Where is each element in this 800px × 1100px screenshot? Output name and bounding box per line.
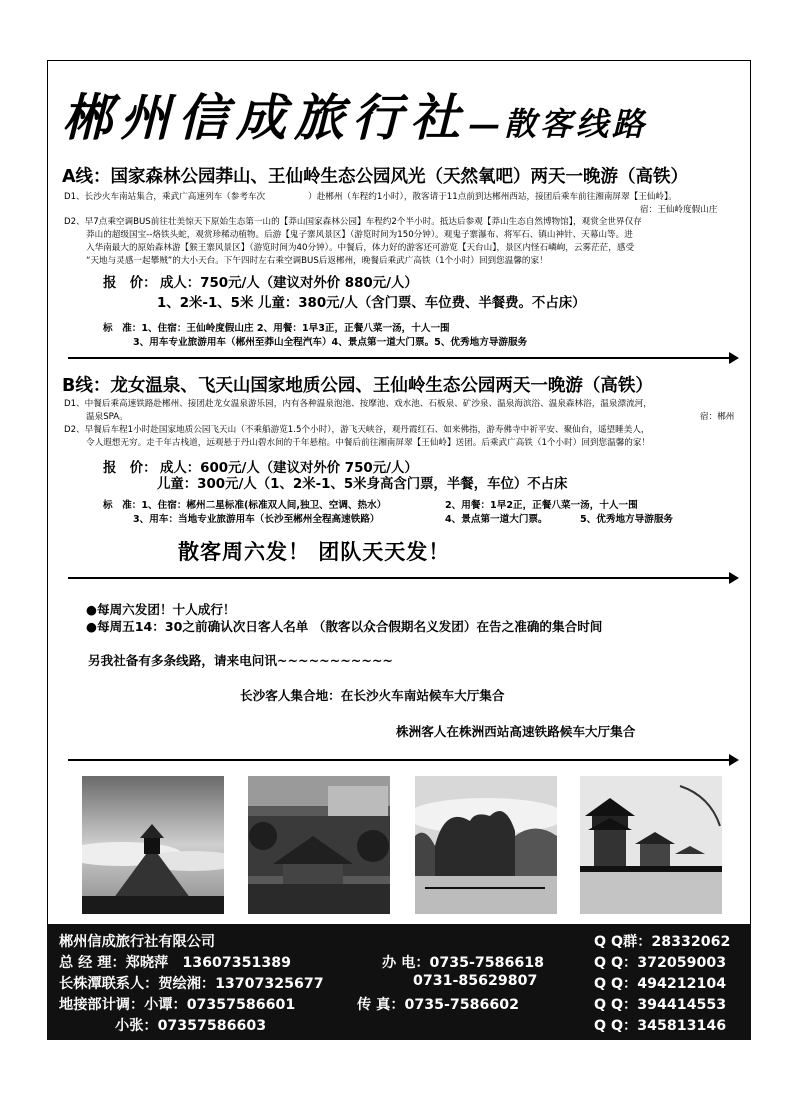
route-a-price-label: 报 价： (103, 276, 157, 291)
route-b-price-adult: 成人：600元/人（建议对外价 750元/人） (160, 461, 418, 476)
route-b-standard-line1a: 标 准：1、住宿：郴州二星标准(标准双人间,独卫、空调、热水） (103, 500, 387, 511)
divider-arrow-1 (68, 357, 733, 359)
route-b-price-child: 儿童：300元/人（1、2米-1、5米身高含门票，半餐，车位）不占床 (157, 477, 568, 492)
photo-pagoda-bridge (580, 776, 722, 914)
contact-footer (47, 924, 751, 1040)
route-a-day2-line4: “天地与灵感一起攀贼”的大小天台。下午四时左右乘空调BUS后返郴州，晚餐后乘武广高铁（1个小时）回到您温馨的家！ (86, 256, 548, 266)
footer-fax: 传 真：0735-7586602 (357, 997, 519, 1013)
page-title: 郴州信成旅行社—散客线路 (62, 88, 649, 147)
notice-more-routes: 另我社备有多条线路，请来电问讯~~~~~~~~~~~ (88, 653, 393, 668)
route-a-day1: D1、长沙火车南站集合，乘武广高速列车（参考车次 ）赴郴州（车程约1小时），散客请于11点前到达郴州西站，接团后乘车前往湘南屏翠【王仙岭】。 (64, 192, 677, 202)
route-a-day1-lodging: 宿：王仙岭度假山庄 (640, 205, 718, 215)
route-b-standard-line1b: 2、用餐：1早2正，正餐八菜一汤，十人一围 (445, 500, 638, 511)
route-a-standard-line2: 3、用车专业旅游用车（郴州至莽山全程汽车）4、景点第一道大门票。5、优秀地方导游服务 (133, 337, 528, 348)
route-b-price-label: 报 价： (103, 461, 157, 476)
notice-changsha-meeting: 长沙客人集合地：在长沙火车南站候车大厅集合 (240, 688, 505, 703)
route-a-day2-line3: 入华南最大的原始森林游【猴王寨风景区】（游览时间为40分钟）。中餐后，体力好的游客还可游览【天台山】，景区内怪石嶙峋，云雾茫茫，感受 (86, 243, 635, 253)
footer-qq-2: Q Q：494212104 (594, 976, 727, 992)
notice-friday: ●每周五14：30之前确认次日客人名单 （散客以众合假期名义发团）在告之准确的集合时间 (86, 619, 603, 634)
route-b-heading: B线：龙女温泉、飞天山国家地质公园、王仙岭生态公园两天一晚游（高铁） (62, 376, 653, 396)
footer-changzhutan-phone: 0731-85629807 (413, 973, 538, 989)
footer-local-operator-2: 小张：07357586603 (115, 1018, 267, 1034)
photo-hot-spring-resort (248, 776, 390, 914)
slogan: 散客周六发！ 团队天天发！ (178, 540, 451, 564)
footer-qq-1: Q Q：372059003 (594, 955, 727, 971)
footer-company: 郴州信成旅行社有限公司 (59, 934, 216, 950)
route-b-standard-line2a: 3、用车：当地专业旅游用车（长沙至郴州全程高速铁路） (133, 514, 380, 525)
divider-arrow-3 (68, 759, 733, 761)
route-b-day1-line1: D1、中餐后乘高速铁路赴郴州、接团赴龙女温泉游乐园，内有各种温泉泡池、按摩池、戏水池、石板泉、矿沙泉、温泉海滨浴、温泉森林浴，温泉漂流河， (64, 399, 652, 409)
route-a-standard-line1: 标 准：1、住宿：王仙岭度假山庄 2、用餐：1早3正，正餐八菜一汤，十人一围 (103, 323, 450, 334)
route-a-price-child: 1、2米-1、5米 儿童：380元/人（含门票、车位费、半餐费。不占床） (157, 296, 586, 311)
route-b-standard-line2b: 4、景点第一道大门票。 (445, 514, 548, 525)
photo-mountain-temple (82, 776, 224, 914)
route-a-price-adult: 成人：750元/人（建议对外价 880元/人） (160, 276, 418, 291)
footer-changzhutan-contact: 长株潭联系人：贺绘湘：13707325677 (59, 976, 324, 992)
notice-zhuzhou-meeting: 株洲客人在株洲西站高速铁路候车大厅集合 (396, 724, 636, 739)
divider-arrow-2 (68, 577, 733, 579)
footer-office-phone: 办 电：0735-7586618 (382, 955, 544, 971)
route-a-day2-line2: 莽山的超级国宝--烙铁头蛇，观赏珍稀动植物。后游【鬼子寨风景区】（游览时间为150分钟）。观鬼子寨瀑布、将军石、镇山神针、天幕山等。进 (86, 230, 633, 240)
route-b-standard-line2c: 5、优秀地方导游服务 (580, 514, 674, 525)
route-b-day2-line2: 令人遐想无穷。走千年古栈道，远观悬于丹山碧水间的千年悬棺。中餐后前往湘南屏翠【王仙岭】送团。后乘武广高铁（1个小时）回到您温馨的家！ (86, 438, 651, 448)
route-b-day1-lodging: 宿：郴州 (700, 412, 735, 422)
footer-manager: 总 经 理：郑晓萍 13607351389 (59, 955, 291, 971)
route-a-day2-line1: D2、早7点乘空调BUS前往壮美惊天下原始生态第一山的【莽山国家森林公园】车程约2个半小时。抵达后参观【莽山生态自然博物馆】，观赏全世界仅存 (64, 217, 642, 227)
footer-qq-group: Q Q群：28332062 (594, 934, 731, 950)
route-b-day1-line2: 温泉SPA。 (86, 412, 128, 422)
footer-qq-3: Q Q：394414553 (594, 997, 727, 1013)
footer-qq-4: Q Q：345813146 (594, 1018, 727, 1034)
notice-saturday: ●每周六发团！十人成行！ (86, 602, 236, 617)
route-a-heading: A线：国家森林公园莽山、王仙岭生态公园风光（天然氧吧）两天一晚游（高铁） (62, 167, 689, 187)
footer-local-operator-1: 地接部计调：小谭：07357586601 (59, 997, 296, 1013)
photo-feitian-mountain (415, 776, 557, 914)
route-b-day2-line1: D2、早餐后车程1小时赴国家地质公园飞天山（不乘船游览1.5个小时），游飞天峡谷，观丹霞红石、如来佛指，游寿佛寺中祈平安、聚仙台，遥望睡美人， (64, 425, 650, 435)
